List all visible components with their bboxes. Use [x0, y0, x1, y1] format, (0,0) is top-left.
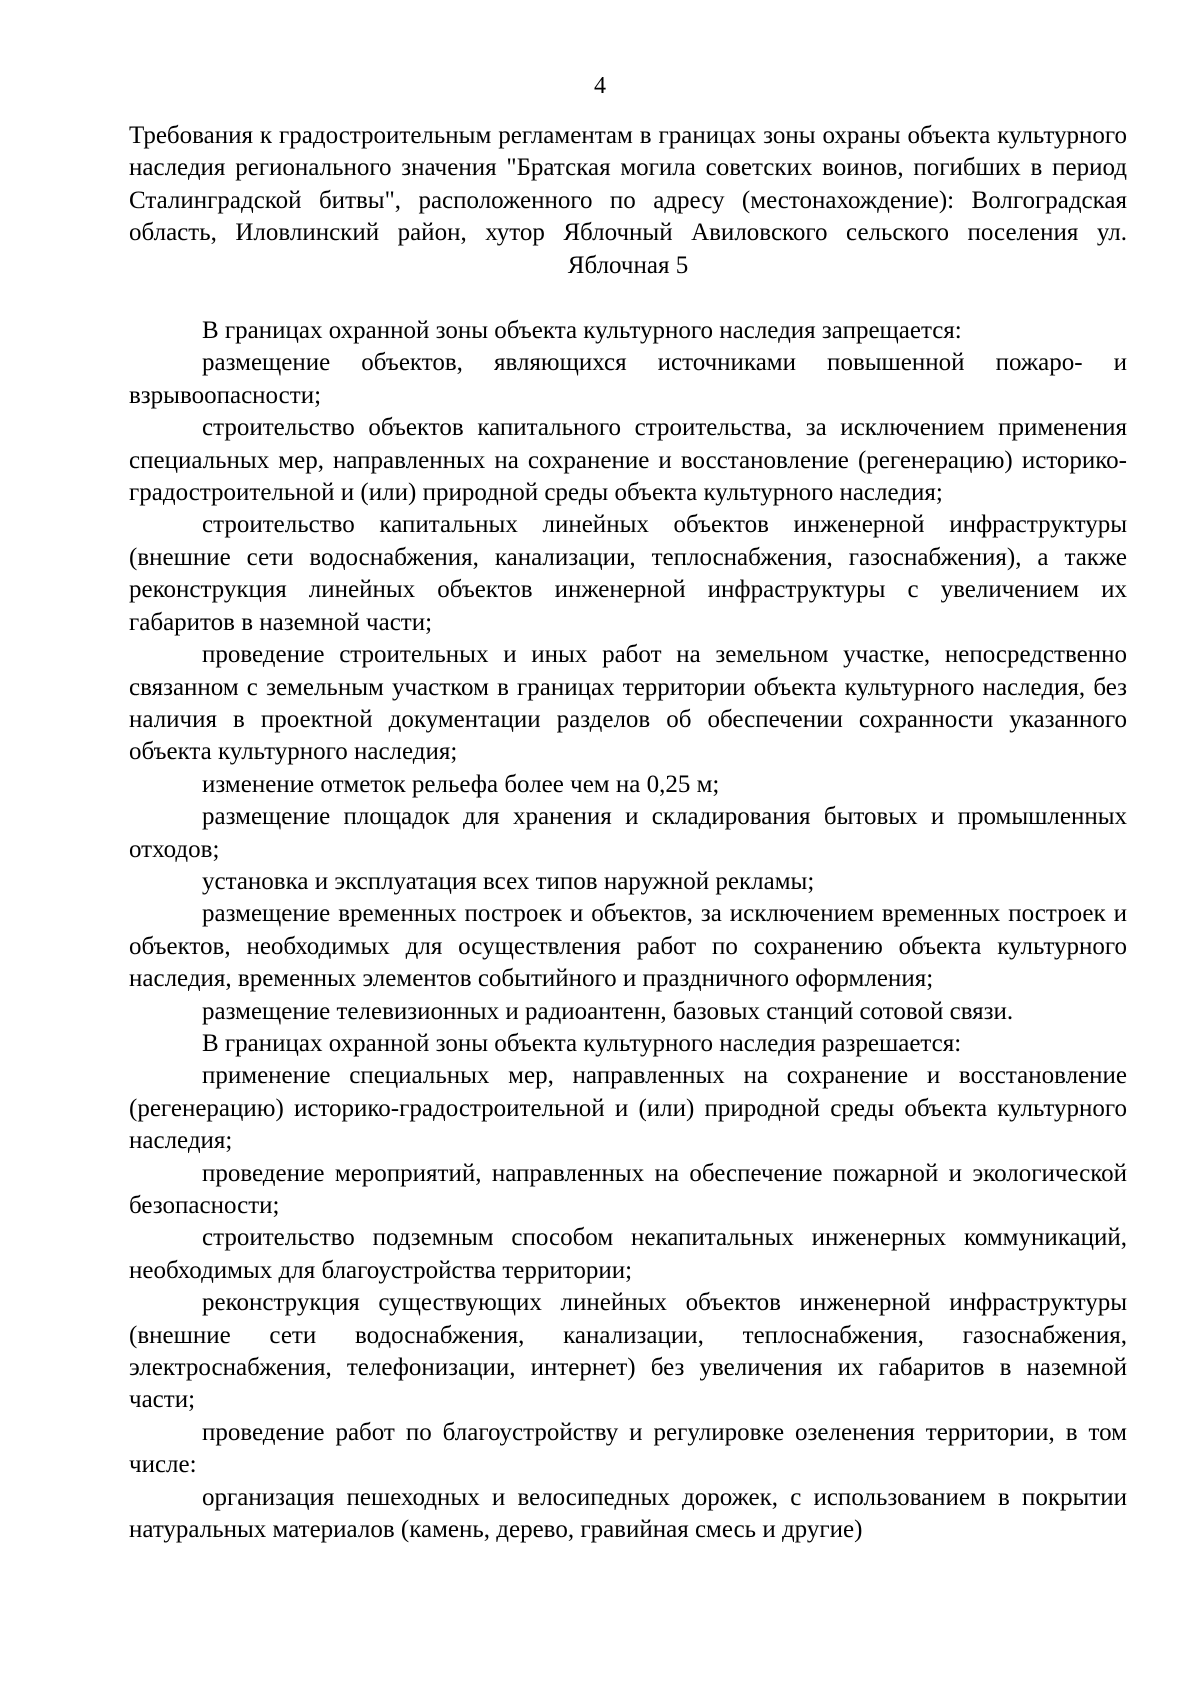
paragraph: изменение отметок рельефа более чем на 0,25 м; [202, 770, 720, 798]
paragraph: установка и эксплуатация всех типов наружной рекламы; [202, 867, 815, 895]
paragraph: размещение телевизионных и радиоантенн, базовых станций сотовой связи. [202, 997, 1014, 1025]
paragraph: строительство капитальных линейных объектов инженерной инфраструктуры (внешние сети водоснабжения, канализации, теплоснабжения, газоснабжения), а также реконструкция линейных объектов инженерной инфраструктуры с увеличением их габаритов в наземной части; [129, 511, 1127, 636]
document-heading: Требования к градостроительным регламентам в границах зоны охраны объекта культурного наследия регионального значения "Братская могила советских воинов, погибших в период Сталинградской битвы", расположенного по адресу (местонахождение): Волгоградская область, Иловлинский район, хутор Яблочный Авиловского сельского поселения ул. Яблочная 5 [129, 122, 1127, 279]
paragraph: проведение мероприятий, направленных на обеспечение пожарной и экологической безопасности; [129, 1159, 1127, 1219]
paragraph: размещение площадок для хранения и складирования бытовых и промышленных отходов; [129, 803, 1127, 863]
document-body [129, 120, 1127, 1546]
page-number: 4 [594, 73, 606, 99]
paragraph: применение специальных мер, направленных на сохранение и восстановление (регенерацию) историко-градостроительной и (или) природной среды объекта культурного наследия; [129, 1062, 1127, 1155]
paragraph: строительство подземным способом некапитальных инженерных коммуникаций, необходимых для благоустройства территории; [129, 1224, 1127, 1284]
paragraph: строительство объектов капитального строительства, за исключением применения специальных мер, направленных на сохранение и восстановление (регенерацию) историко-градостроительной и (или) природной среды объекта культурного наследия; [129, 414, 1127, 507]
paragraph: реконструкция существующих линейных объектов инженерной инфраструктуры (внешние сети водоснабжения, канализации, теплоснабжения, газоснабжения, электроснабжения, телефонизации, интернет) без увеличения их габаритов в наземной части; [129, 1289, 1127, 1414]
paragraph: организация пешеходных и велосипедных дорожек, с использованием в покрытии натуральных материалов (камень, дерево, гравийная смесь и другие) [129, 1483, 1127, 1544]
paragraph: проведение работ по благоустройству и регулировке озеленения территории, в том числе: [129, 1418, 1127, 1479]
paragraph-prohibited-intro: В границах охранной зоны объекта культурного наследия запрещается: [202, 317, 962, 345]
paragraph: проведение строительных и иных работ на земельном участке, непосредственно связанном с земельным участком в границах территории объекта культурного наследия, без наличия в проектной документации разделов об обеспечении сохранности указанного объекта культурного наследия; [129, 641, 1127, 766]
paragraph: размещение временных построек и объектов, за исключением временных построек и объектов, необходимых для осуществления работ по сохранению объекта культурного наследия, временных элементов событийного и праздничного оформления; [129, 900, 1127, 993]
paragraph: размещение объектов, являющихся источниками повышенной пожаро- и взрывоопасности; [129, 349, 1127, 409]
paragraph-permitted-intro: В границах охранной зоны объекта культурного наследия разрешается: [202, 1029, 962, 1057]
